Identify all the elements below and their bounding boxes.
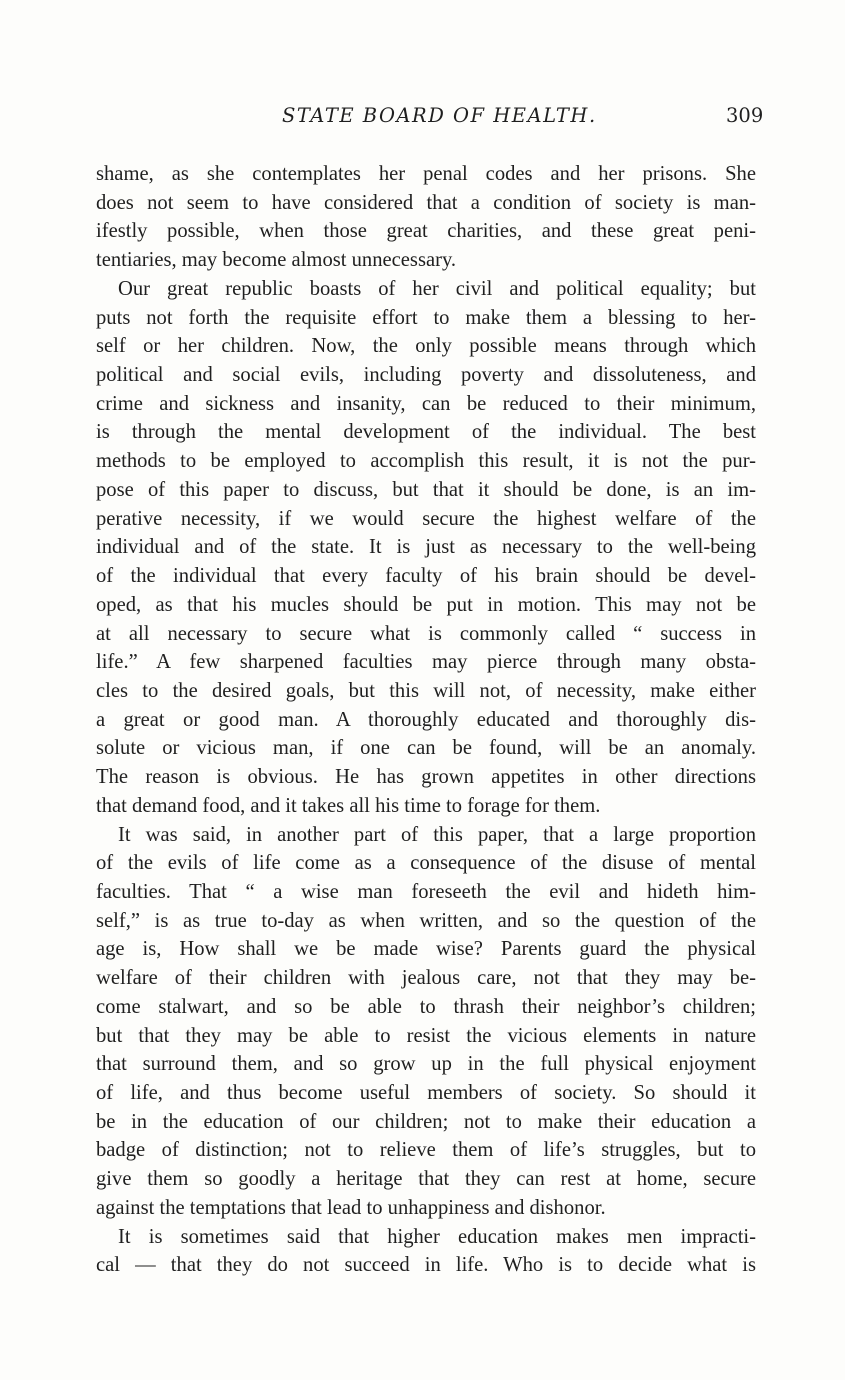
text-line: that demand food, and it takes all his time to forage for them.	[96, 794, 601, 817]
text-line: is through the mental development of the individual. The best	[96, 421, 756, 444]
text-line: be in the education of our children; not to make their education a	[96, 1110, 756, 1133]
text-line: pose of this paper to discuss, but that it should be done, is an im-	[96, 478, 756, 501]
text-line: of the individual that every faculty of his brain should be devel-	[96, 565, 756, 588]
text-line: welfare of their children with jealous care, not that they may be-	[96, 967, 756, 990]
text-line: against the temptations that lead to unhappiness and dishonor.	[96, 1196, 606, 1219]
text-line: Our great republic boasts of her civil and political equality; but	[118, 277, 756, 300]
text-line: perative necessity, if we would secure the highest welfare of the	[96, 507, 756, 530]
running-head	[0, 104, 845, 134]
text-line: of the evils of life come as a consequence of the disuse of mental	[96, 852, 756, 875]
text-line: that surround them, and so grow up in the full physical enjoyment	[96, 1053, 756, 1076]
text-line: puts not forth the requisite effort to make them a blessing to her-	[96, 306, 756, 329]
text-line: give them so goodly a heritage that they can rest at home, secure	[96, 1168, 756, 1191]
text-line: cal — that they do not succeed in life. Who is to decide what is	[96, 1254, 756, 1277]
page-number: 309	[726, 104, 764, 127]
text-line: does not seem to have considered that a condition of society is man-	[96, 191, 756, 214]
text-line: self,” is as true to-day as when written, and so the question of the	[96, 909, 756, 932]
text-line: self or her children. Now, the only possible means through which	[96, 335, 756, 358]
paragraph	[96, 275, 756, 821]
text-line: but that they may be able to resist the vicious elements in nature	[96, 1024, 756, 1047]
text-line: oped, as that his mucles should be put in motion. This may not be	[96, 593, 756, 616]
text-line: The reason is obvious. He has grown appetites in other directions	[96, 766, 756, 789]
text-line: tentiaries, may become almost unnecessary.	[96, 249, 457, 272]
text-line: individual and of the state. It is just as necessary to the well-being	[96, 536, 756, 559]
text-line: at all necessary to secure what is commonly called “ success in	[96, 622, 756, 645]
text-line: a great or good man. A thoroughly educated and thoroughly dis-	[96, 708, 756, 731]
text-line: It was said, in another part of this paper, that a large proportion	[118, 823, 756, 846]
text-line: age is, How shall we be made wise? Parents guard the physical	[96, 938, 756, 961]
paragraph	[96, 821, 756, 1223]
text-line: shame, as she contemplates her penal codes and her prisons. She	[96, 163, 756, 185]
text-line: solute or vicious man, if one can be found, will be an anomaly.	[96, 737, 756, 760]
text-line: methods to be employed to accomplish this result, it is not the pur-	[96, 450, 756, 473]
text-line: come stalwart, and so be able to thrash their neighbor’s children;	[96, 995, 756, 1018]
text-line: It is sometimes said that higher education makes men impracti-	[118, 1225, 756, 1248]
text-line: ifestly possible, when those great charities, and these great peni-	[96, 220, 756, 243]
text-line: political and social evils, including poverty and dissoluteness, and	[96, 364, 756, 387]
body-text	[96, 160, 756, 1280]
running-title: STATE BOARD OF HEALTH.	[282, 104, 597, 127]
text-line: cles to the desired goals, but this will not, of necessity, make either	[96, 679, 756, 702]
text-line: of life, and thus become useful members of society. So should it	[96, 1082, 756, 1104]
text-line: life.” A few sharpened faculties may pierce through many obsta-	[96, 651, 756, 674]
text-line: crime and sickness and insanity, can be reduced to their minimum,	[96, 392, 756, 415]
paragraph	[96, 1223, 756, 1280]
paragraph	[96, 160, 756, 275]
text-line: badge of distinction; not to relieve them of life’s struggles, but to	[96, 1139, 756, 1162]
text-line: faculties. That “ a wise man foreseeth the evil and hideth him-	[96, 880, 756, 903]
